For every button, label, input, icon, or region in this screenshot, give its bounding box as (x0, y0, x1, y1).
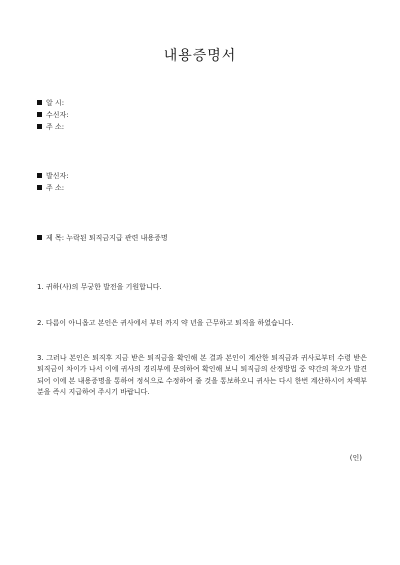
square-bullet-icon (37, 185, 42, 190)
paragraph-1: 1. 귀하(사)의 무궁한 발전을 기원합니다. (37, 283, 162, 291)
document-title: 내용증명서 (163, 48, 237, 64)
square-bullet-icon (37, 112, 42, 117)
sender-label: 발신자: (46, 172, 69, 180)
date-label: 알 시: (46, 99, 65, 107)
paragraph-2: 2. 다름이 아니옵고 본인은 귀사에서 부터 까지 약 년을 근무하고 퇴직을 하였습니다. (37, 319, 294, 327)
sender-address-label: 주 소: (46, 184, 65, 192)
square-bullet-icon (37, 173, 42, 178)
recipient-address-label: 주 소: (46, 123, 65, 131)
subject-field (37, 234, 168, 243)
date-field (37, 99, 64, 108)
paragraph-3: 3. 그러나 본인은 퇴직후 지금 받은 퇴직금을 확인해 본 결과 본인이 계산한 퇴직금과 귀사로부터 수령 받은 퇴직금이 차이가 나서 이에 귀사의 경리부에 문의하여 확인해 보니 퇴직금의 산정방법 중 약간의 착오가 발견되어 이에 본 내용증명을 통하여 정식으로 수정하여 줄 것을 통보하오니 귀사는 다시 한번 계산하시어 차액부분을 즉시 지급하여 주시기 바랍니다. (37, 354, 367, 396)
seal-mark: (인) (349, 454, 362, 462)
square-bullet-icon (37, 124, 42, 129)
sender-address-field (37, 184, 64, 193)
recipient-address-field (37, 123, 64, 132)
subject-text: 제 목: 누락된 퇴직금지급 관련 내용증명 (46, 234, 168, 242)
recipient-label: 수신자: (46, 111, 69, 119)
recipient-field (37, 111, 69, 120)
square-bullet-icon (37, 235, 42, 240)
sender-field (37, 172, 69, 181)
square-bullet-icon (37, 100, 42, 105)
